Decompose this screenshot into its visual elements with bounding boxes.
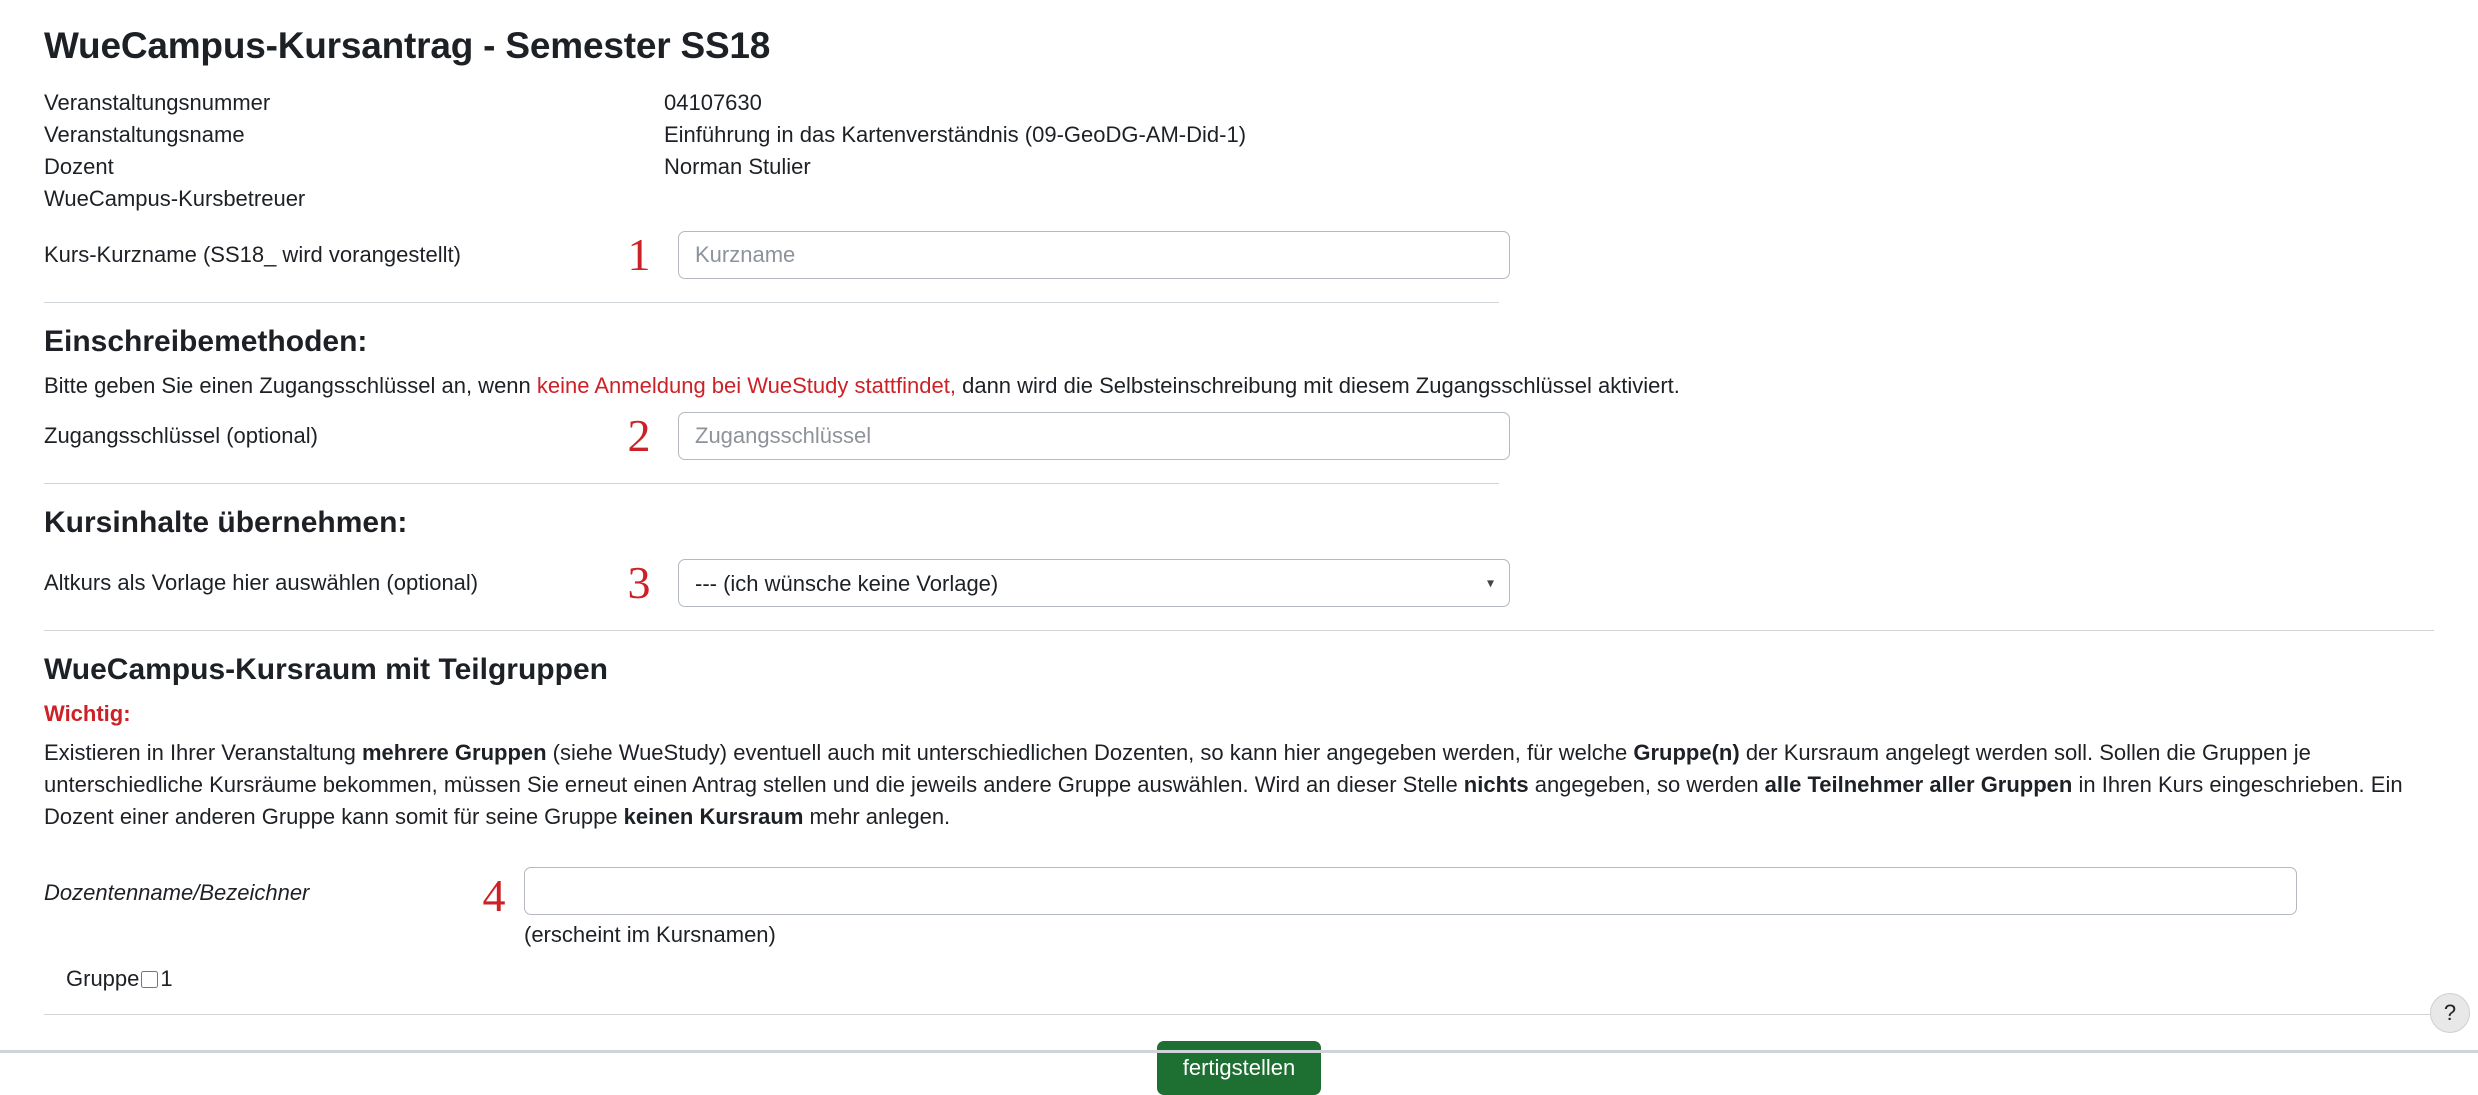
dozent-input-column (524, 867, 2434, 948)
groups-bold-2: Gruppe(n) (1633, 740, 1740, 766)
enrolment-note-highlight: keine Anmeldung bei WueStudy stattfindet, (536, 373, 956, 399)
accesskey-label: Zugangsschlüssel (optional) (44, 423, 318, 449)
divider (44, 630, 2434, 631)
template-select-wrapper[interactable] (678, 559, 1510, 607)
info-row (44, 154, 2434, 186)
enrolment-note-part2: dann wird die Selbsteinschreibung mit diesem Zugangsschlüssel aktiviert. (955, 373, 1680, 399)
enrolment-note (44, 373, 2434, 399)
info-row (44, 122, 2434, 154)
groups-text-1: Existieren in Ihrer Veranstaltung (44, 740, 362, 766)
dozent-name-input[interactable] (524, 867, 2297, 915)
groups-bold-1: mehrere Gruppen (361, 740, 547, 766)
divider (44, 1014, 2434, 1015)
shortname-field-row (44, 226, 2434, 284)
info-label-kursbetreuer: WueCampus-Kursbetreuer (44, 186, 306, 212)
step-number-1: 1 (627, 229, 651, 281)
dozent-field-row (44, 867, 2434, 948)
dozent-label: Dozentenname/Bezeichner (44, 880, 310, 906)
shortname-label: Kurs-Kurzname (SS18_ wird vorangestellt) (44, 242, 461, 268)
groups-text-4: angegeben, so werden (1528, 772, 1765, 798)
template-field-row (44, 554, 2434, 612)
group-number: 1 (160, 966, 173, 992)
step-number-2: 2 (627, 410, 651, 462)
info-label-veranstaltungsnummer: Veranstaltungsnummer (44, 90, 271, 116)
groups-text-5: in Ihren Kurs eingeschrieben. Ein Dozent einer anderen Gruppe kann somit für seine Gruppe (44, 772, 2403, 830)
info-value-veranstaltungsnummer: 04107630 (664, 90, 762, 116)
info-row (44, 186, 2434, 218)
group-checkbox[interactable] (141, 971, 158, 988)
groups-heading: WueCampus-Kursraum mit Teilgruppen (44, 653, 608, 687)
info-row (44, 90, 2434, 122)
template-label: Altkurs als Vorlage hier auswählen (optional) (44, 570, 479, 596)
accesskey-field-row (44, 407, 2434, 465)
step-number-4: 4 (482, 870, 506, 922)
groups-text-2: (siehe WueStudy) eventuell auch mit unterschiedlichen Dozenten, so kann hier angegeben werden, für welche (546, 740, 1634, 766)
info-value-dozent: Norman Stulier (664, 154, 811, 180)
groups-explanation (44, 737, 2424, 833)
info-value-veranstaltungsname: Einführung in das Kartenverständnis (09-GeoDG-AM-Did-1) (664, 122, 1247, 148)
chevron-down-icon: ▾ (1486, 574, 1494, 591)
dozent-hint: (erscheint im Kursnamen) (524, 922, 776, 948)
course-info-list (44, 90, 2434, 218)
groups-bold-3: nichts (1463, 772, 1529, 798)
enrolment-heading: Einschreibemethoden: (44, 325, 368, 359)
enrolment-note-part1: Bitte geben Sie einen Zugangsschlüssel an, wenn (44, 373, 537, 399)
page-title: WueCampus-Kursantrag - Semester SS18 (44, 25, 771, 66)
finish-button[interactable]: fertigstellen (1157, 1041, 1322, 1095)
template-select[interactable] (678, 559, 1510, 607)
accesskey-input[interactable] (678, 412, 1510, 460)
help-icon[interactable]: ? (2430, 993, 2470, 1033)
important-label: Wichtig: (44, 701, 131, 727)
groups-bold-5: keinen Kursraum (623, 804, 804, 830)
groups-text-6: mehr anlegen. (803, 804, 951, 830)
groups-text-3: der Kursraum angelegt werden soll. Sollen die Gruppen je unterschiedliche Kursräume bekommen, müssen Sie erneut einen Antrag stellen und die jeweils andere Gruppe auswählen. Wird an dieser Stelle (44, 740, 2311, 798)
info-label-veranstaltungsname: Veranstaltungsname (44, 122, 245, 148)
divider (44, 302, 1499, 303)
step-number-3: 3 (627, 557, 651, 609)
group-checkbox-row[interactable] (44, 966, 2434, 992)
info-label-dozent: Dozent (44, 154, 114, 180)
divider (44, 483, 1499, 484)
shortname-input[interactable] (678, 231, 1510, 279)
group-label: Gruppe (66, 966, 140, 992)
content-copy-heading: Kursinhalte übernehmen: (44, 506, 408, 540)
groups-bold-4: alle Teilnehmer aller Gruppen (1764, 772, 2073, 798)
